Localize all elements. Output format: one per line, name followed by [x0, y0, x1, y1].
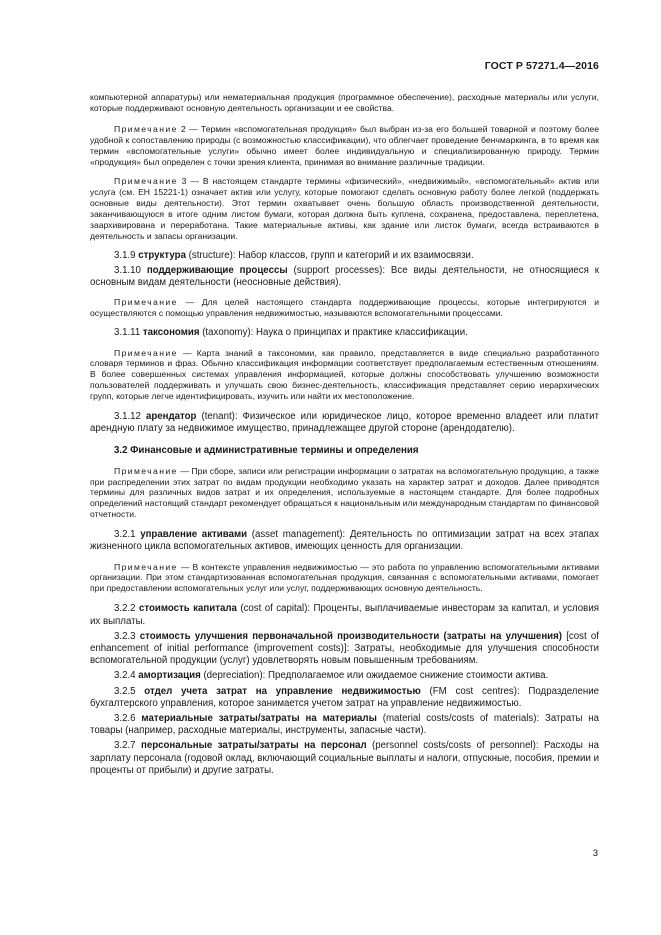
term-name: амортизация	[138, 670, 201, 682]
term-number: 3.2.7	[114, 740, 136, 752]
term-number: 3.1.9	[114, 249, 136, 261]
note-text: 3 — В настоящем стандарте термины «физический», «недвижимый», «вспомогательный» актив или услуга (см. ЕН 15221-1) означает актив или услугу, которые помогают сделать основную работу более легкой (поддержать основные виды деятельности). Этот термин охватывает очень большую область производственной деятельности, заканчивающуюся в итоге одним листом бумаги, которая должна быть куплена, сохранена, предоставлена, переплетена, заархивирована и переработана. Такие материальные активы, как здание или листок бумаги, всегда встраиваются в деятельность и запасы организации.	[90, 176, 599, 241]
term-number: 3.1.12	[114, 411, 141, 423]
note-asset-management	[90, 562, 599, 595]
term-definition: (material costs/costs of materials): Затраты на товары (например, расходные материалы, инструменты, запасные части).	[90, 712, 600, 737]
note-label: Примечание	[114, 297, 178, 308]
term-number: 3.2.4	[114, 670, 136, 682]
page-body	[90, 92, 599, 777]
term-3-2-6	[90, 713, 599, 737]
note-3	[90, 176, 599, 241]
document-standard-id: ГОСТ Р 57271.4—2016	[484, 60, 599, 72]
term-definition: (structure): Набор классов, групп и категорий и их взаимосвязи.	[188, 249, 474, 261]
term-name: таксономия	[142, 327, 200, 339]
term-name: стоимость капитала	[138, 603, 237, 615]
note-text: — В контексте управления недвижимостью — это работа по управлению вспомогательными активами организации. При этом стандартизованная вспомогательная продукция, связанная с вспомогательными активами, помогает при предоставлении вспомогательных услуг или услуг, поддерживающих основную деятельность.	[90, 561, 600, 594]
term-definition: (depreciation): Предполагаемое или ожидаемое снижение стоимости актива.	[203, 670, 549, 682]
term-3-2-4	[90, 670, 599, 682]
term-3-2-5	[90, 686, 599, 710]
term-definition: (cost of capital): Проценты, выплачиваемые инвесторам за капитал, и условия их выплаты.	[90, 603, 599, 627]
note-support-processes	[90, 297, 599, 319]
note-text: — Для целей настоящего стандарта поддерживающие процессы, которые интегрируются и осуществляются с помощью управления недвижимостью, называются вспомогательными процессами.	[90, 297, 599, 319]
term-3-2-1	[90, 529, 599, 553]
term-name: поддерживающие процессы	[146, 265, 288, 277]
term-number: 3.2.3	[114, 630, 136, 642]
continued-paragraph	[90, 92, 599, 114]
term-number: 3.1.11	[114, 327, 141, 339]
term-number: 3.1.10	[114, 265, 141, 277]
note-label: Примечание	[114, 347, 178, 358]
note-label: Примечание	[114, 123, 178, 134]
term-definition: (tenant): Физическое или юридическое лицо, которое временно владеет или платит арендную плату за недвижимое имущество, принадлежащее другой стороне (арендодателю).	[90, 411, 599, 435]
term-name: стоимость улучшения первоначальной производительности (затраты на улучшения)	[139, 630, 563, 642]
term-3-2-3	[90, 631, 599, 668]
term-number: 3.2.1	[114, 529, 136, 541]
term-name: структура	[138, 249, 186, 261]
note-text: 2 — Термин «вспомогательная продукция» был выбран из-за его большей товарной и поэтому более удобной к сопоставлению природы (с возможностью классификации), что облегчает проведение бенчмаркинга, в то время как термин «вспомогательные услуги» обычно имеет более индивидуальную и специализированную природу. Термин «продукция» был определен с точки зрения клиента, принимая во внимание различные традиции.	[90, 123, 599, 167]
section-title: 3.2 Финансовые и административные термины и определения	[114, 445, 419, 457]
note-text: — Карта знаний в таксономии, как правило, представляется в виде специально разработанного словаря терминов и фраз. Обычно классификация информации соответствует предполагаемым естественным отношениям. В более совершенных системах управления информацией, которые должны способствовать улучшению возможности пользователей поддерживать и улучшать свою бизнес-деятельность, классификация представляет серию иерархических групп, которые легче идентифицировать, изучить или найти их местоположение.	[90, 347, 600, 402]
paragraph-text: компьютерной аппаратуры) или нематериальная продукция (программное обеспечение), расходные материалы или услуги, которые поддерживают основную деятельность организации и ее свойства.	[90, 92, 599, 113]
note-taxonomy	[90, 348, 599, 403]
term-name: персональные затраты/затраты на персонал	[140, 740, 367, 752]
note-text: — При сборе, записи или регистрации информации о затратах на вспомогательную продукцию, а также при распределении этих затрат по видам продукции необходимо указать на характер затрат и доходов. Далее приводятся термины для различных видов затрат и их определения, используемые в настоящем стандарте. Для более подробных определений настоящий стандарт рекомендует обращаться к национальным или международным стандартам по финансовой отчетности.	[90, 465, 600, 520]
term-definition: (asset management): Деятельность по оптимизации затрат на всех этапах жизненного цикла вспомогательных активов, имеющих ценность для организации.	[90, 529, 599, 553]
term-name: арендатор	[145, 411, 197, 423]
term-definition: [cost of enhancement of initial performance (improvement costs)]: Затраты, необходимые для улучшения способности вспомогательной продукции (услуг) удовлетворять новым повышенным требованиям.	[90, 630, 599, 667]
term-3-2-2	[90, 603, 599, 627]
note-label: Примечание	[114, 465, 178, 476]
term-number: 3.2.5	[114, 685, 136, 697]
term-3-1-10	[90, 265, 599, 289]
term-3-1-11	[90, 327, 599, 339]
note-financial	[90, 466, 599, 521]
term-name: управление активами	[140, 529, 248, 541]
term-definition: (FM cost centres): Подразделение бухгалтерского управления, которое занимается учетом затрат на управление недвижимостью.	[90, 685, 600, 709]
term-name: материальные затраты/затраты на материалы	[141, 712, 377, 724]
term-name: отдел учета затрат на управление недвижимостью	[144, 685, 421, 697]
term-number: 3.2.2	[114, 603, 136, 615]
term-3-2-7	[90, 740, 599, 777]
term-definition: (taxonomy): Наука о принципах и практике классификации.	[202, 327, 468, 339]
note-label: Примечание	[114, 561, 178, 572]
term-number: 3.2.6	[114, 712, 136, 724]
term-3-1-12	[90, 411, 599, 435]
term-definition: (personnel costs/costs of personnel): Расходы на зарплату персонала (годовой оклад, включающий социальные выплаты и налоги, отпускные, пособия, премии и проценты от прибыли) и другие затраты.	[90, 740, 599, 776]
note-label: Примечание	[114, 176, 178, 187]
note-2	[90, 124, 599, 168]
term-definition: (support processes): Все виды деятельности, не относящиеся к основным видам деятельности (неосновные действия).	[90, 265, 599, 289]
page-number: 3	[592, 848, 598, 859]
term-3-1-9	[90, 250, 599, 262]
